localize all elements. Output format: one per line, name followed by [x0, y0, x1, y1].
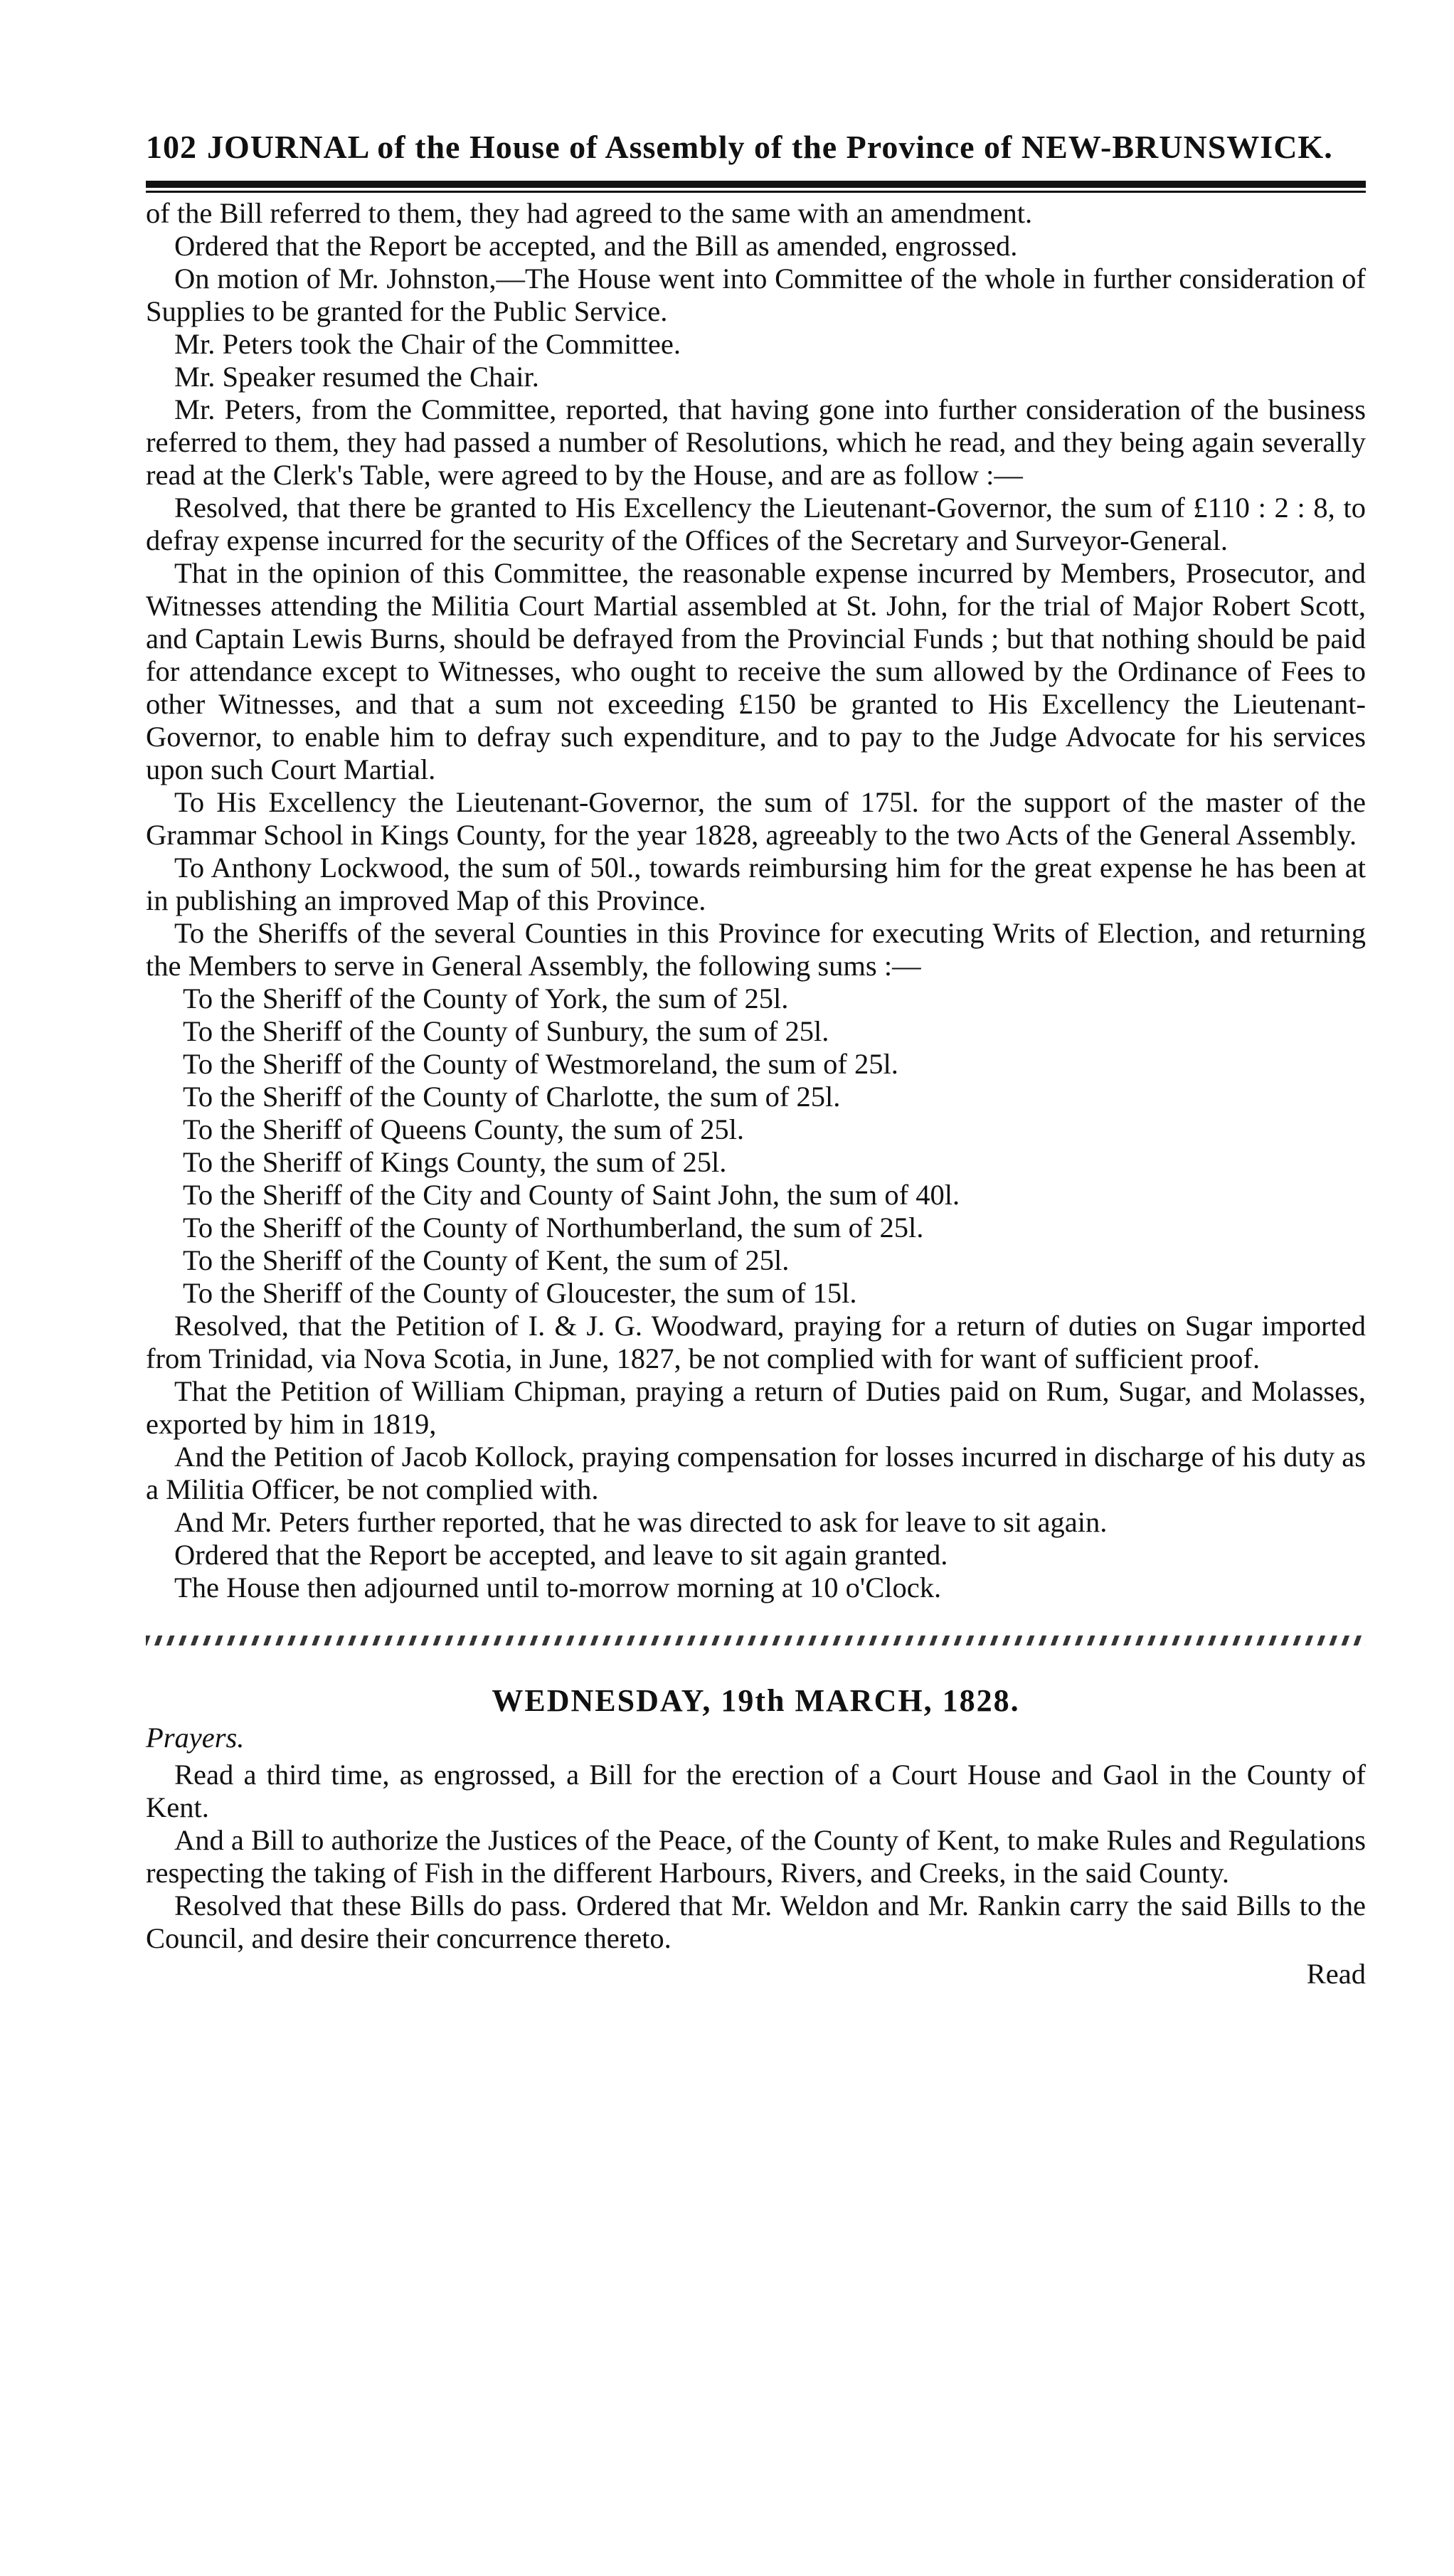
sheriff-item: To the Sheriff of Kings County, the sum of 25l. [183, 1146, 727, 1178]
sheriff-item: To the Sheriff of the County of Gloucester, the sum of 15l. [183, 1277, 857, 1309]
paragraph: That the Petition of William Chipman, praying a return of Duties paid on Rum, Sugar, and Molasses, exported by him in 1819, [146, 1375, 1366, 1440]
section-divider [146, 1636, 1366, 1645]
page-number: 102 [146, 129, 197, 165]
paragraph: To Anthony Lockwood, the sum of 50l., towards reimbursing him for the great expense he has been at in publishing an improved Map of this Province. [146, 852, 1366, 916]
date-heading: WEDNESDAY, 19th MARCH, 1828. [492, 1683, 1020, 1718]
journal-body [146, 197, 1366, 1604]
paragraph: Resolved, that the Petition of I. & J. G. Woodward, praying for a return of duties on Sugar imported from Trinidad, via Nova Scotia, in June, 1827, be not complied with for want of sufficient proof. [146, 1310, 1366, 1374]
paragraph: The House then adjourned until to-morrow morning at 10 o'Clock. [174, 1571, 942, 1604]
paragraph: Mr. Peters, from the Committee, reported, that having gone into further consideration of the business referred to them, they had passed a number of Resolutions, which he read, and they being again severally read at the Clerk's Table, were agreed to by the House, and are as follow :— [146, 393, 1366, 491]
header-rule-thick [146, 181, 1366, 188]
journal-title: JOURNAL of the House of Assembly of the Province of NEW-BRUNSWICK. [207, 129, 1333, 165]
journal-page [146, 128, 1366, 1991]
header-rule-thin [146, 191, 1366, 193]
sheriff-item: To the Sheriff of the County of Sunbury, the sum of 25l. [183, 1015, 829, 1047]
sheriff-item: To the Sheriff of the City and County of Saint John, the sum of 40l. [183, 1179, 960, 1211]
paragraph: Mr. Speaker resumed the Chair. [174, 361, 539, 393]
paragraph: To the Sheriffs of the several Counties in this Province for executing Writs of Election, and returning the Members to serve in General Assembly, the following sums :— [146, 917, 1366, 982]
paragraph: And a Bill to authorize the Justices of the Peace, of the County of Kent, to make Rules and Regulations respecting the taking of Fish in the different Harbours, Rivers, and Creeks, in the said County. [146, 1824, 1366, 1889]
sheriff-item: To the Sheriff of Queens County, the sum of 25l. [183, 1113, 745, 1145]
paragraph: To His Excellency the Lieutenant-Governor, the sum of 175l. for the support of the master of the Grammar School in Kings County, for the year 1828, agreeably to the two Acts of the General Assembly. [146, 786, 1366, 851]
page-header [146, 128, 1366, 171]
sheriff-item: To the Sheriff of the County of Charlotte, the sum of 25l. [183, 1081, 841, 1113]
paragraph: Read a third time, as engrossed, a Bill for the erection of a Court House and Gaol in the County of Kent. [146, 1759, 1366, 1823]
journal-body-continued [146, 1759, 1366, 1955]
prayers-label: Prayers. [146, 1722, 245, 1754]
paragraph: Ordered that the Report be accepted, and leave to sit again granted. [174, 1539, 948, 1571]
paragraph: And Mr. Peters further reported, that he was directed to ask for leave to sit again. [174, 1506, 1108, 1538]
sheriff-item: To the Sheriff of the County of Northumberland, the sum of 25l. [183, 1212, 924, 1244]
paragraph: Resolved, that there be granted to His Excellency the Lieutenant-Governor, the sum of £110 : 2 : 8, to defray expense incurred for the security of the Offices of the Secretary and Surveyor-General. [146, 492, 1366, 556]
sheriff-item: To the Sheriff of the County of York, the sum of 25l. [183, 982, 789, 1014]
paragraph: And the Petition of Jacob Kollock, praying compensation for losses incurred in discharge of his duty as a Militia Officer, be not complied with. [146, 1441, 1366, 1505]
sheriff-item: To the Sheriff of the County of Kent, the sum of 25l. [183, 1244, 790, 1276]
paragraph: Resolved that these Bills do pass. Ordered that Mr. Weldon and Mr. Rankin carry the said Bills to the Council, and desire their concurrence thereto. [146, 1889, 1366, 1954]
catchword: Read [1306, 1958, 1366, 1990]
paragraph: On motion of Mr. Johnston,—The House went into Committee of the whole in further consideration of Supplies to be granted for the Public Service. [146, 263, 1366, 327]
paragraph: Mr. Peters took the Chair of the Committee. [174, 328, 681, 360]
sheriff-item: To the Sheriff of the County of Westmoreland, the sum of 25l. [183, 1048, 898, 1080]
paragraph: That in the opinion of this Committee, the reasonable expense incurred by Members, Prosecutor, and Witnesses attending the Militia Court Martial assembled at St. John, for the trial of Major Robert Scott, and Captain Lewis Burns, should be defrayed from the Provincial Funds ; but that nothing should be paid for attendance except to Witnesses, who ought to receive the sum allowed by the Ordinance of Fees to other Witnesses, and that a sum not exceeding £150 be granted to His Excellency the Lieutenant-Governor, to enable him to defray such expenditure, and to pay to the Judge Advocate for his services upon such Court Martial. [146, 557, 1366, 785]
paragraph: Ordered that the Report be accepted, and the Bill as amended, engrossed. [174, 230, 1018, 262]
paragraph: of the Bill referred to them, they had agreed to the same with an amendment. [146, 197, 1033, 229]
